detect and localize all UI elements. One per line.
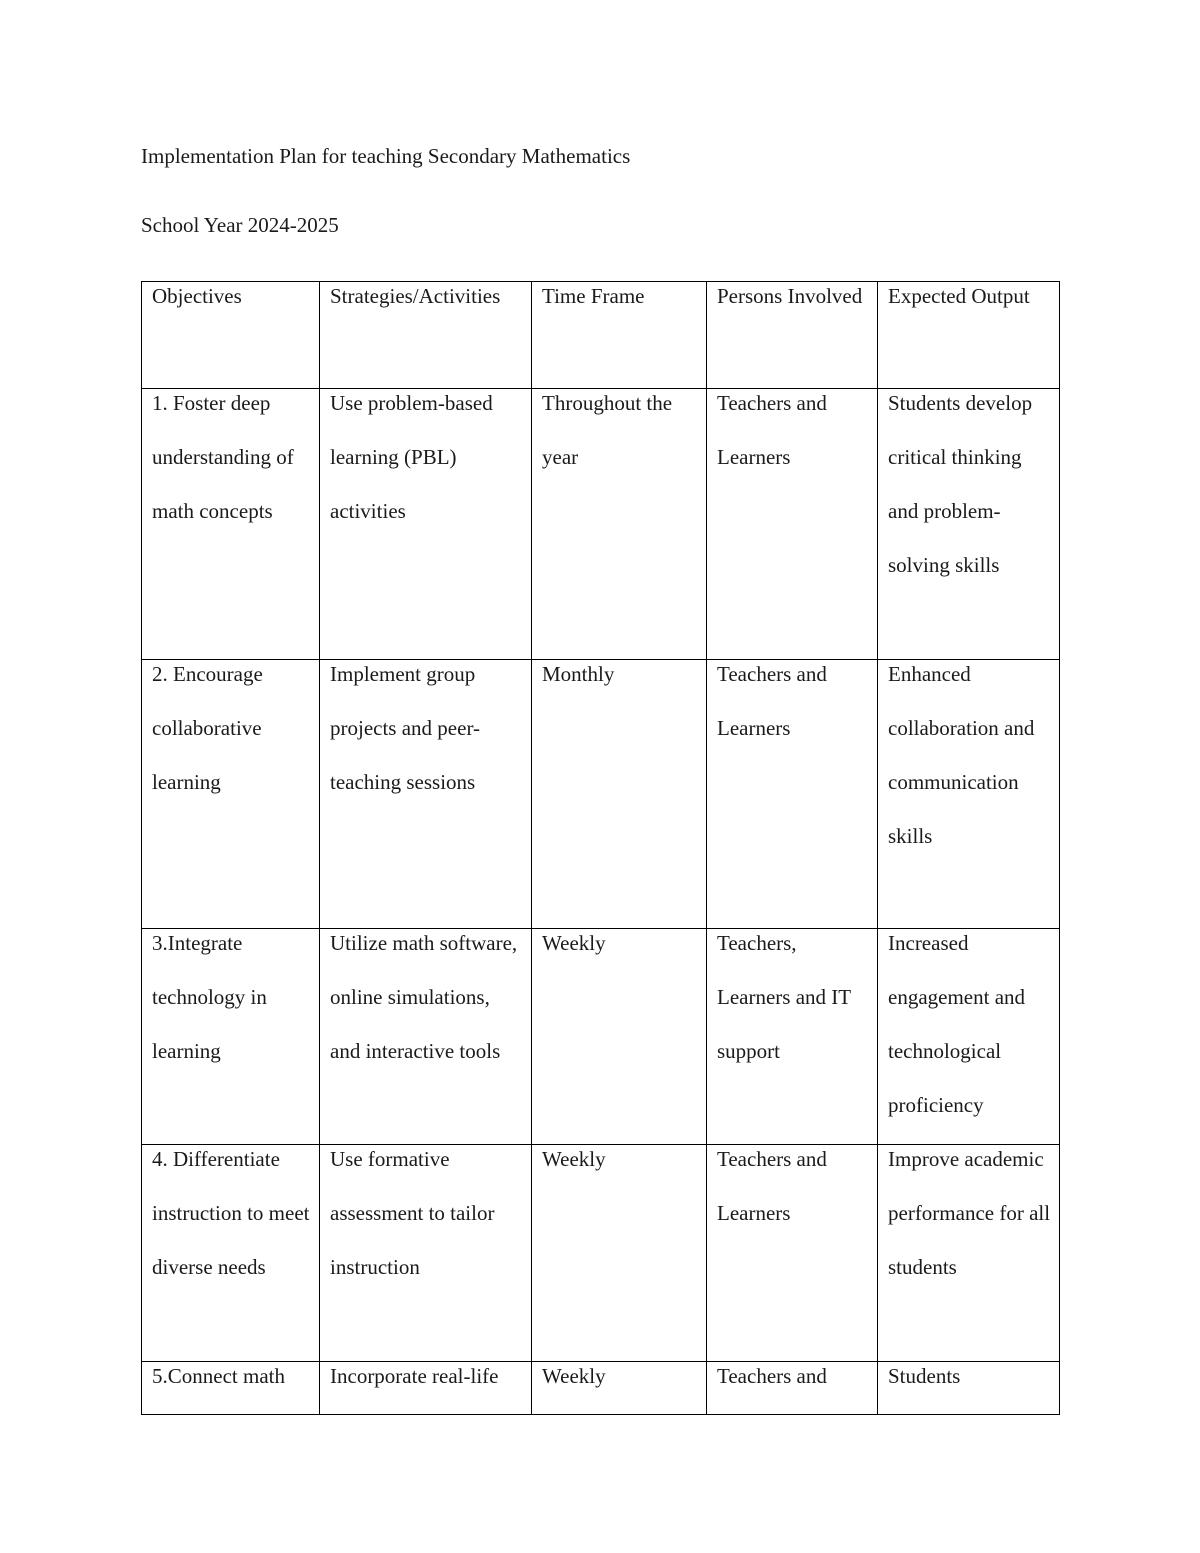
document-subtitle: School Year 2024-2025 — [141, 213, 339, 237]
cell-strategy: Use problem-based learning (PBL) activities — [320, 389, 532, 660]
table-row — [142, 929, 1060, 1145]
cell-persons: Teachers and Learners — [707, 1145, 878, 1362]
cell-persons: Teachers and Learners — [707, 660, 878, 929]
cell-time-frame: Weekly — [532, 929, 707, 1145]
cell-strategy: Utilize math software, online simulations, and interactive tools — [320, 929, 532, 1145]
cell-objective: 2. Encourage collaborative learning — [142, 660, 320, 929]
table-row — [142, 660, 1060, 929]
table-row — [142, 1362, 1060, 1415]
header-strategies-activities: Strategies/Activities — [320, 282, 532, 389]
cell-persons: Teachers and — [707, 1362, 878, 1415]
cell-strategy: Incorporate real-life — [320, 1362, 532, 1415]
cell-objective: 5.Connect math — [142, 1362, 320, 1415]
cell-expected-output: Improve academic performance for all students — [878, 1145, 1060, 1362]
cell-expected-output: Enhanced collaboration and communication skills — [878, 660, 1060, 929]
header-expected-output: Expected Output — [878, 282, 1060, 389]
header-objectives: Objectives — [142, 282, 320, 389]
table-row — [142, 389, 1060, 660]
cell-expected-output: Students — [878, 1362, 1060, 1415]
implementation-plan-table — [141, 281, 1060, 1415]
header-persons-involved: Persons Involved — [707, 282, 878, 389]
cell-objective: 3.Integrate technology in learning — [142, 929, 320, 1145]
cell-expected-output: Students develop critical thinking and problem-solving skills — [878, 389, 1060, 660]
cell-objective: 1. Foster deep understanding of math concepts — [142, 389, 320, 660]
table-header-row — [142, 282, 1060, 389]
cell-objective: 4. Differentiate instruction to meet diverse needs — [142, 1145, 320, 1362]
cell-strategy: Use formative assessment to tailor instruction — [320, 1145, 532, 1362]
cell-time-frame: Monthly — [532, 660, 707, 929]
cell-time-frame: Throughout the year — [532, 389, 707, 660]
cell-time-frame: Weekly — [532, 1362, 707, 1415]
cell-strategy: Implement group projects and peer-teaching sessions — [320, 660, 532, 929]
cell-expected-output: Increased engagement and technological proficiency — [878, 929, 1060, 1145]
cell-persons: Teachers, Learners and IT support — [707, 929, 878, 1145]
cell-persons: Teachers and Learners — [707, 389, 878, 660]
table-row — [142, 1145, 1060, 1362]
document-title: Implementation Plan for teaching Secondary Mathematics — [141, 144, 631, 168]
header-time-frame: Time Frame — [532, 282, 707, 389]
cell-time-frame: Weekly — [532, 1145, 707, 1362]
